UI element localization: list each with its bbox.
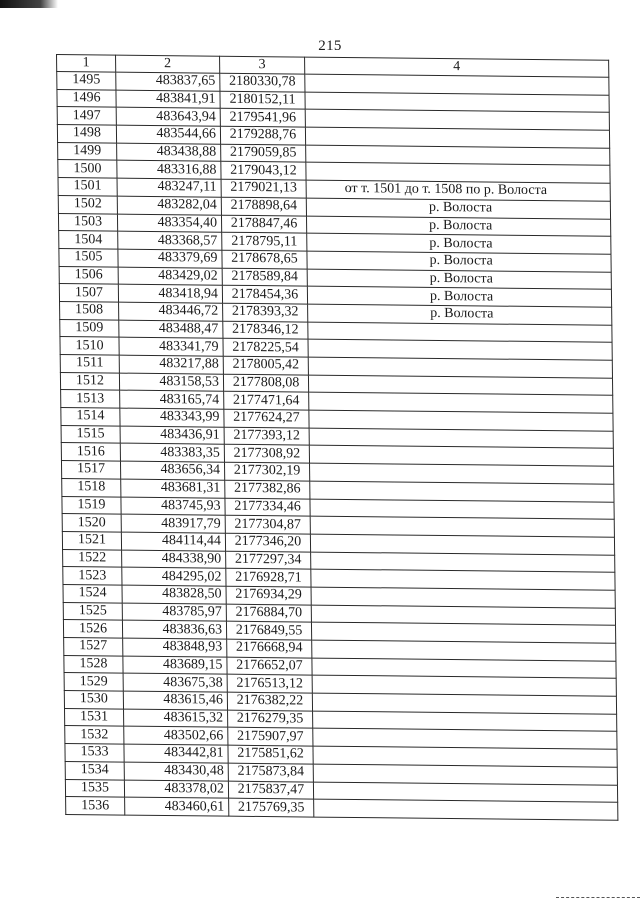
y-coordinate-cell: 2176652,07 <box>227 657 312 676</box>
point-number-cell: 1526 <box>63 620 122 638</box>
point-number-cell: 1502 <box>58 195 117 213</box>
x-coordinate-cell: 483442,81 <box>124 744 228 763</box>
x-coordinate-cell: 483689,15 <box>123 656 227 675</box>
y-coordinate-cell: 2177302,19 <box>224 462 309 481</box>
y-coordinate-cell: 2177393,12 <box>224 427 309 446</box>
y-coordinate-cell: 2177308,92 <box>224 445 309 464</box>
x-coordinate-cell: 483158,53 <box>119 373 223 392</box>
description-cell: р. Волоста <box>306 216 610 237</box>
point-number-cell: 1536 <box>66 797 125 815</box>
point-number-cell: 1516 <box>61 443 120 461</box>
point-number-cell: 1533 <box>65 744 124 762</box>
point-number-cell: 1522 <box>63 549 122 567</box>
point-number-cell: 1525 <box>63 602 122 620</box>
y-coordinate-cell: 2178847,46 <box>221 215 306 234</box>
x-coordinate-cell: 483217,88 <box>119 355 223 374</box>
y-coordinate-cell: 2177304,87 <box>225 515 310 534</box>
point-number-cell: 1509 <box>60 319 119 337</box>
description-cell: р. Волоста <box>307 286 611 307</box>
y-coordinate-cell: 2177808,08 <box>223 374 308 393</box>
y-coordinate-cell: 2177624,27 <box>224 409 309 428</box>
point-number-cell: 1495 <box>57 72 116 90</box>
y-coordinate-cell: 2177346,20 <box>225 533 310 552</box>
point-number-cell: 1519 <box>62 496 121 514</box>
x-coordinate-cell: 483544,66 <box>116 125 220 144</box>
x-coordinate-cell: 483438,88 <box>117 143 221 162</box>
x-coordinate-cell: 483836,63 <box>122 620 226 639</box>
x-coordinate-cell: 483282,04 <box>117 196 221 215</box>
coordinates-table-wrapper <box>56 54 617 821</box>
point-number-cell: 1535 <box>65 779 124 797</box>
column-header-x-coordinate: 2 <box>116 55 220 73</box>
y-coordinate-cell: 2179059,85 <box>221 144 306 163</box>
y-coordinate-cell: 2176884,70 <box>226 604 311 623</box>
point-number-cell: 1512 <box>60 372 119 390</box>
x-coordinate-cell: 483446,72 <box>119 302 223 321</box>
y-coordinate-cell: 2176513,12 <box>227 675 312 694</box>
y-coordinate-cell: 2175769,35 <box>229 798 314 817</box>
point-number-cell: 1527 <box>64 637 123 655</box>
point-number-cell: 1506 <box>59 266 118 284</box>
column-header-point-number: 1 <box>57 55 116 73</box>
coordinates-table <box>56 54 618 821</box>
y-coordinate-cell: 2178346,12 <box>223 321 308 340</box>
point-number-cell: 1532 <box>65 726 124 744</box>
point-number-cell: 1530 <box>64 691 123 709</box>
footer-scan-marks <box>556 897 640 900</box>
y-coordinate-cell: 2178393,32 <box>223 303 308 322</box>
y-coordinate-cell: 2179021,13 <box>221 179 306 198</box>
x-coordinate-cell: 483643,94 <box>116 107 220 126</box>
x-coordinate-cell: 483460,61 <box>125 797 229 816</box>
x-coordinate-cell: 483247,11 <box>117 178 221 197</box>
x-coordinate-cell: 483429,02 <box>118 267 222 286</box>
point-number-cell: 1499 <box>58 142 117 160</box>
y-coordinate-cell: 2178225,54 <box>223 339 308 358</box>
y-coordinate-cell: 2178454,36 <box>222 285 307 304</box>
point-number-cell: 1501 <box>58 178 117 196</box>
x-coordinate-cell: 483841,91 <box>116 90 220 109</box>
scan-edge-mark <box>0 0 58 8</box>
x-coordinate-cell: 483615,32 <box>124 709 228 728</box>
x-coordinate-cell: 483418,94 <box>118 284 222 303</box>
point-number-cell: 1503 <box>58 213 117 231</box>
point-number-cell: 1513 <box>61 390 120 408</box>
description-cell: р. Волоста <box>307 233 611 254</box>
y-coordinate-cell: 2180330,78 <box>220 73 305 92</box>
y-coordinate-cell: 2180152,11 <box>220 91 305 110</box>
y-coordinate-cell: 2179541,96 <box>220 109 305 128</box>
point-number-cell: 1497 <box>57 107 116 125</box>
point-number-cell: 1505 <box>59 248 118 266</box>
description-cell <box>314 799 618 820</box>
x-coordinate-cell: 483488,47 <box>119 320 223 339</box>
y-coordinate-cell: 2179288,76 <box>220 126 305 145</box>
point-number-cell: 1518 <box>62 478 121 496</box>
description-cell: р. Волоста <box>307 251 611 272</box>
x-coordinate-cell: 484295,02 <box>122 567 226 586</box>
point-number-cell: 1511 <box>60 354 119 372</box>
description-cell: р. Волоста <box>307 269 611 290</box>
description-cell: от т. 1501 до т. 1508 по р. Волоста <box>306 180 610 201</box>
point-number-cell: 1529 <box>64 673 123 691</box>
y-coordinate-cell: 2176382,22 <box>227 692 312 711</box>
y-coordinate-cell: 2178005,42 <box>223 356 308 375</box>
point-number-cell: 1528 <box>64 655 123 673</box>
x-coordinate-cell: 483745,93 <box>121 497 225 516</box>
point-number-cell: 1531 <box>64 708 123 726</box>
y-coordinate-cell: 2177297,34 <box>226 551 311 570</box>
y-coordinate-cell: 2177471,64 <box>224 392 309 411</box>
y-coordinate-cell: 2176934,29 <box>226 586 311 605</box>
x-coordinate-cell: 483383,35 <box>120 444 224 463</box>
x-coordinate-cell: 483378,02 <box>124 780 228 799</box>
x-coordinate-cell: 483316,88 <box>117 161 221 180</box>
y-coordinate-cell: 2178678,65 <box>222 250 307 269</box>
x-coordinate-cell: 483354,40 <box>117 214 221 233</box>
x-coordinate-cell: 483848,93 <box>123 638 227 657</box>
y-coordinate-cell: 2176668,94 <box>227 639 312 658</box>
x-coordinate-cell: 483785,97 <box>122 603 226 622</box>
point-number-cell: 1534 <box>65 761 124 779</box>
point-number-cell: 1520 <box>62 514 121 532</box>
x-coordinate-cell: 484114,44 <box>121 532 225 551</box>
column-header-y-coordinate: 3 <box>220 56 305 74</box>
point-number-cell: 1517 <box>61 461 120 479</box>
y-coordinate-cell: 2175851,62 <box>228 745 313 764</box>
point-number-cell: 1523 <box>63 567 122 585</box>
x-coordinate-cell: 483681,31 <box>121 479 225 498</box>
x-coordinate-cell: 483502,66 <box>124 727 228 746</box>
point-number-cell: 1496 <box>57 89 116 107</box>
y-coordinate-cell: 2178898,64 <box>221 197 306 216</box>
point-number-cell: 1521 <box>62 531 121 549</box>
point-number-cell: 1510 <box>60 337 119 355</box>
point-number-cell: 1515 <box>61 425 120 443</box>
x-coordinate-cell: 483368,57 <box>118 231 222 250</box>
x-coordinate-cell: 483436,91 <box>120 426 224 445</box>
point-number-cell: 1498 <box>57 125 116 143</box>
point-number-cell: 1507 <box>59 284 118 302</box>
y-coordinate-cell: 2178795,11 <box>222 232 307 251</box>
table-body <box>57 72 618 821</box>
y-coordinate-cell: 2175907,97 <box>228 728 313 747</box>
point-number-cell: 1508 <box>60 301 119 319</box>
x-coordinate-cell: 483675,38 <box>123 673 227 692</box>
x-coordinate-cell: 483837,65 <box>116 72 220 91</box>
page-number: 215 <box>318 38 342 54</box>
x-coordinate-cell: 483165,74 <box>120 390 224 409</box>
y-coordinate-cell: 2179043,12 <box>221 162 306 181</box>
y-coordinate-cell: 2177382,86 <box>225 480 310 499</box>
point-number-cell: 1524 <box>63 584 122 602</box>
y-coordinate-cell: 2176928,71 <box>226 568 311 587</box>
x-coordinate-cell: 483341,79 <box>119 337 223 356</box>
y-coordinate-cell: 2176279,35 <box>228 710 313 729</box>
point-number-cell: 1514 <box>61 408 120 426</box>
x-coordinate-cell: 483430,48 <box>124 762 228 781</box>
x-coordinate-cell: 483917,79 <box>121 514 225 533</box>
description-cell: р. Волоста <box>306 198 610 219</box>
x-coordinate-cell: 483828,50 <box>122 585 226 604</box>
column-header-description: 4 <box>305 57 609 77</box>
x-coordinate-cell: 484338,90 <box>122 550 226 569</box>
y-coordinate-cell: 2175837,47 <box>228 781 313 800</box>
point-number-cell: 1504 <box>59 231 118 249</box>
y-coordinate-cell: 2177334,46 <box>225 498 310 517</box>
description-cell: р. Волоста <box>308 304 612 325</box>
x-coordinate-cell: 483343,99 <box>120 408 224 427</box>
point-number-cell: 1500 <box>58 160 117 178</box>
y-coordinate-cell: 2178589,84 <box>222 268 307 287</box>
x-coordinate-cell: 483615,46 <box>123 691 227 710</box>
y-coordinate-cell: 2175873,84 <box>228 763 313 782</box>
x-coordinate-cell: 483656,34 <box>120 461 224 480</box>
y-coordinate-cell: 2176849,55 <box>226 621 311 640</box>
x-coordinate-cell: 483379,69 <box>118 249 222 268</box>
